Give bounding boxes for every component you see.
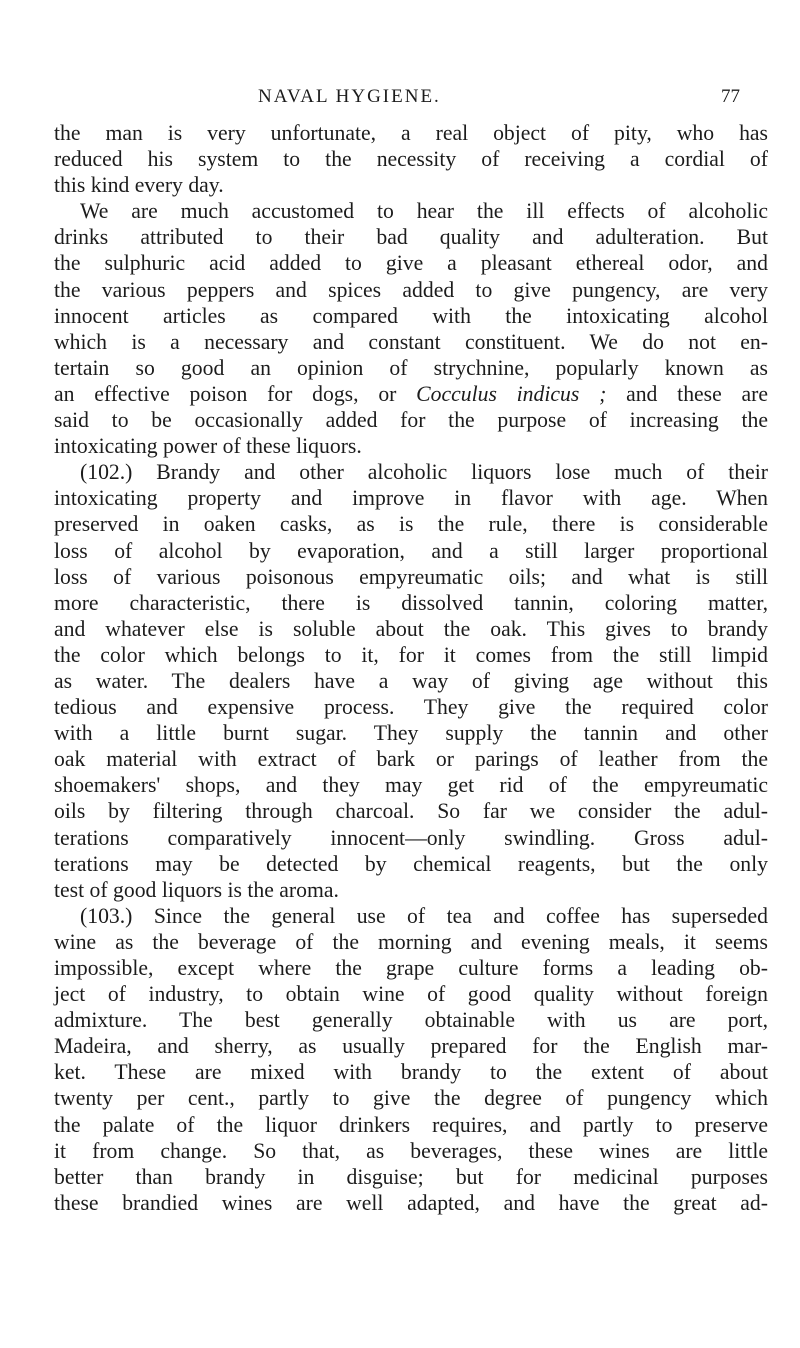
text-line-segment: terations may be detected by chemical reagents, but the only	[54, 851, 768, 876]
text-line-segment: (103.) Since the general use of tea and coffee has superseded	[80, 903, 768, 928]
text-line	[54, 250, 768, 276]
text-line-segment: oils by filtering through charcoal. So far we consider the adul-	[54, 799, 768, 824]
text-line-segment: reduced his system to the necessity of receiving a cordial of	[54, 147, 768, 172]
text-line	[54, 485, 768, 511]
text-line-segment: wine as the beverage of the morning and evening meals, it seems	[54, 929, 768, 954]
text-line	[54, 511, 768, 537]
text-line	[54, 381, 768, 407]
text-line-segment: innocent articles as compared with the intoxicating alcohol	[54, 303, 768, 328]
text-line-segment: preserved in oaken casks, as is the rule, there is considerable	[54, 512, 768, 537]
text-line	[54, 746, 768, 772]
text-line-segment: which is a necessary and constant constituent. We do not en-	[54, 329, 768, 354]
text-line-segment: admixture. The best generally obtainable with us are port,	[54, 1008, 768, 1033]
text-line-segment: intoxicating property and improve in flavor with age. When	[54, 486, 768, 511]
text-line	[54, 851, 768, 877]
text-line-segment: the sulphuric acid added to give a pleasant ethereal odor, and	[54, 251, 768, 276]
text-line	[54, 616, 768, 642]
text-line	[54, 1007, 768, 1033]
text-line	[54, 1164, 768, 1190]
text-line-segment: oak material with extract of bark or parings of leather from the	[54, 747, 768, 772]
text-line	[54, 303, 768, 329]
text-line-segment: test of good liquors is the aroma.	[54, 877, 339, 902]
text-line-segment: (102.) Brandy and other alcoholic liquors lose much of their	[80, 460, 768, 485]
text-line	[54, 798, 768, 824]
text-line	[54, 355, 768, 381]
text-line	[54, 1190, 768, 1216]
text-line	[54, 433, 768, 459]
text-line-segment: as water. The dealers have a way of giving age without this	[54, 668, 768, 693]
text-line	[54, 981, 768, 1007]
text-line	[54, 825, 768, 851]
text-line	[54, 642, 768, 668]
running-title: NAVAL HYGIENE.	[258, 86, 441, 107]
italic-term: Cocculus indicus ;	[416, 381, 607, 406]
text-line	[54, 277, 768, 303]
body-text	[54, 120, 768, 1216]
text-line-segment: the palate of the liquor drinkers requires, and partly to preserve	[54, 1112, 768, 1137]
text-line-segment: tedious and expensive process. They give the required color	[54, 695, 768, 720]
text-line	[54, 1138, 768, 1164]
text-line-segment: tertain so good an opinion of strychnine, popularly known as	[54, 355, 768, 380]
text-line-segment: and whatever else is soluble about the oak. This gives to brandy	[54, 616, 768, 641]
text-line-segment: better than brandy in disguise; but for medicinal purposes	[54, 1164, 768, 1189]
text-line	[54, 668, 768, 694]
text-line-segment: loss of alcohol by evaporation, and a still larger proportional	[54, 538, 768, 563]
text-line	[54, 120, 768, 146]
text-line-segment: more characteristic, there is dissolved tannin, coloring matter,	[54, 590, 768, 615]
text-line-segment: terations comparatively innocent—only swindling. Gross adul-	[54, 825, 768, 850]
text-line	[54, 198, 768, 224]
text-line	[54, 1059, 768, 1085]
text-line-segment: twenty per cent., partly to give the degree of pungency which	[54, 1086, 768, 1111]
text-line-segment: an effective poison for dogs, or	[54, 381, 417, 406]
text-line-segment: impossible, except where the grape culture forms a leading ob-	[54, 956, 768, 980]
text-line	[54, 329, 768, 355]
text-line	[54, 720, 768, 746]
text-line-segment: said to be occasionally added for the purpose of increasing the	[54, 408, 768, 433]
text-line-segment: and these are	[606, 381, 768, 406]
text-line-segment: intoxicating power of these liquors.	[54, 434, 362, 459]
text-line-segment: Madeira, and sherry, as usually prepared for the English mar-	[54, 1034, 768, 1059]
text-line-segment: the man is very unfortunate, a real object of pity, who has	[54, 121, 768, 145]
text-line-segment: with a little burnt sugar. They supply the tannin and other	[54, 721, 768, 746]
text-line	[54, 955, 768, 981]
text-line	[54, 538, 768, 564]
text-line	[54, 590, 768, 616]
text-line	[54, 146, 768, 172]
text-line-segment: the various peppers and spices added to give pungency, are very	[54, 277, 768, 302]
text-line	[54, 172, 768, 198]
running-header	[232, 86, 740, 112]
text-line-segment: We are much accustomed to hear the ill effects of alcoholic	[80, 199, 768, 224]
text-line	[54, 1085, 768, 1111]
text-line-segment: this kind every day.	[54, 173, 224, 198]
text-line	[54, 694, 768, 720]
text-line	[54, 1112, 768, 1138]
text-line-segment: these brandied wines are well adapted, and have the great ad-	[54, 1190, 768, 1215]
text-line-segment: ket. These are mixed with brandy to the extent of about	[54, 1060, 768, 1085]
text-line	[54, 877, 768, 903]
page-number: 77	[721, 86, 740, 107]
text-line	[54, 459, 768, 485]
text-line-segment: loss of various poisonous empyreumatic oils; and what is still	[54, 564, 768, 589]
text-line	[54, 929, 768, 955]
text-line-segment: drinks attributed to their bad quality and adulteration. But	[54, 225, 768, 250]
text-line-segment: the color which belongs to it, for it comes from the still limpid	[54, 642, 768, 667]
text-line	[54, 224, 768, 250]
text-line-segment: shoemakers' shops, and they may get rid of the empyreumatic	[54, 773, 768, 798]
text-line	[54, 903, 768, 929]
text-line	[54, 1033, 768, 1059]
text-line-segment: ject of industry, to obtain wine of good quality without foreign	[54, 982, 768, 1007]
text-line	[54, 407, 768, 433]
text-line	[54, 772, 768, 798]
text-line	[54, 564, 768, 590]
text-line-segment: it from change. So that, as beverages, these wines are little	[54, 1138, 768, 1163]
